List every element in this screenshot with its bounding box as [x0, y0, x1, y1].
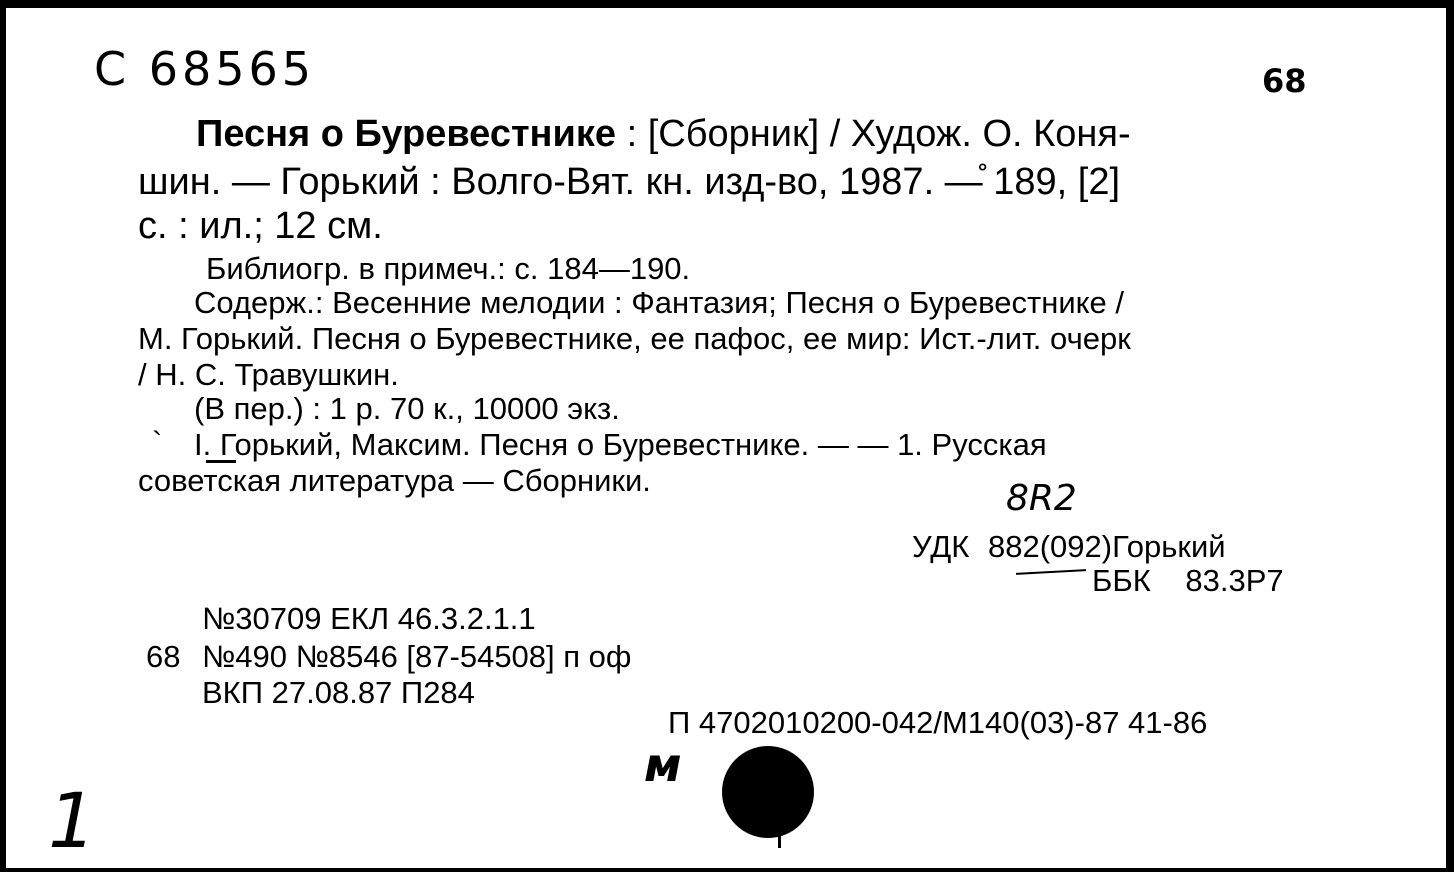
contents-line-2: М. Горький. Песня о Буревестнике, ее пафос, ее мир: Ист.-лит. очерк — [138, 321, 1131, 356]
tracing-line-1: I. Горький, Максим. Песня о Буревестнике. — — 1. Русская — [194, 427, 1047, 462]
tracing-tick: ` — [152, 425, 163, 460]
meta-line-3: ВКП 27.08.87 П284 — [202, 675, 475, 710]
title-line-3: с. : ил.; 12 см. — [138, 205, 383, 247]
handwritten-corner-number: 1 — [48, 776, 97, 865]
tracing-line-2: советская литература — Сборники. — [138, 463, 651, 498]
bbk-label: ББК — [1092, 563, 1151, 598]
black-dot — [722, 746, 814, 838]
title-line-2: шин. — Горький : Волго-Вят. кн. изд-во, 1987. —̊ 189, [2] — [138, 161, 1121, 203]
price-line: (В пер.) : 1 р. 70 к., 10000 экз. — [194, 391, 620, 426]
udk-value: 882(092)Горький — [987, 529, 1226, 564]
meta-line-2: №490 №8546 [87-54508] п оф — [202, 639, 632, 674]
title-statement: : [Сборник] / Худож. О. Коня- — [616, 113, 1131, 155]
handwritten-mark: м — [644, 738, 682, 792]
handwritten-code: 8R2 — [1006, 478, 1077, 519]
bbk-line — [1092, 564, 1284, 598]
udk-underline-mark — [1016, 569, 1086, 575]
black-dot-tail — [778, 830, 781, 848]
meta-line-1: №30709 ЕКЛ 46.3.2.1.1 — [202, 601, 536, 636]
udk-label: УДК — [912, 529, 970, 564]
bbk-value: 83.3Р7 — [1185, 563, 1284, 598]
code-line: П 4702010200-042/М140(03)-87 41-86 — [668, 705, 1208, 740]
corner-number: 68 — [1262, 62, 1307, 100]
udk-line — [912, 530, 1226, 564]
catalog-number: С 68565 — [94, 42, 316, 96]
title-line-1 — [196, 112, 1131, 156]
book-title: Песня о Буревестнике — [196, 113, 617, 155]
meta-prefix: 68 — [146, 639, 181, 674]
bibliography-note: Библиогр. в примеч.: с. 184—190. — [206, 251, 691, 286]
contents-line-3: / Н. С. Травушкин. — [138, 357, 399, 392]
contents-line-1: Содерж.: Весенние мелодии : Фантазия; Песня о Буревестнике / — [194, 285, 1125, 320]
